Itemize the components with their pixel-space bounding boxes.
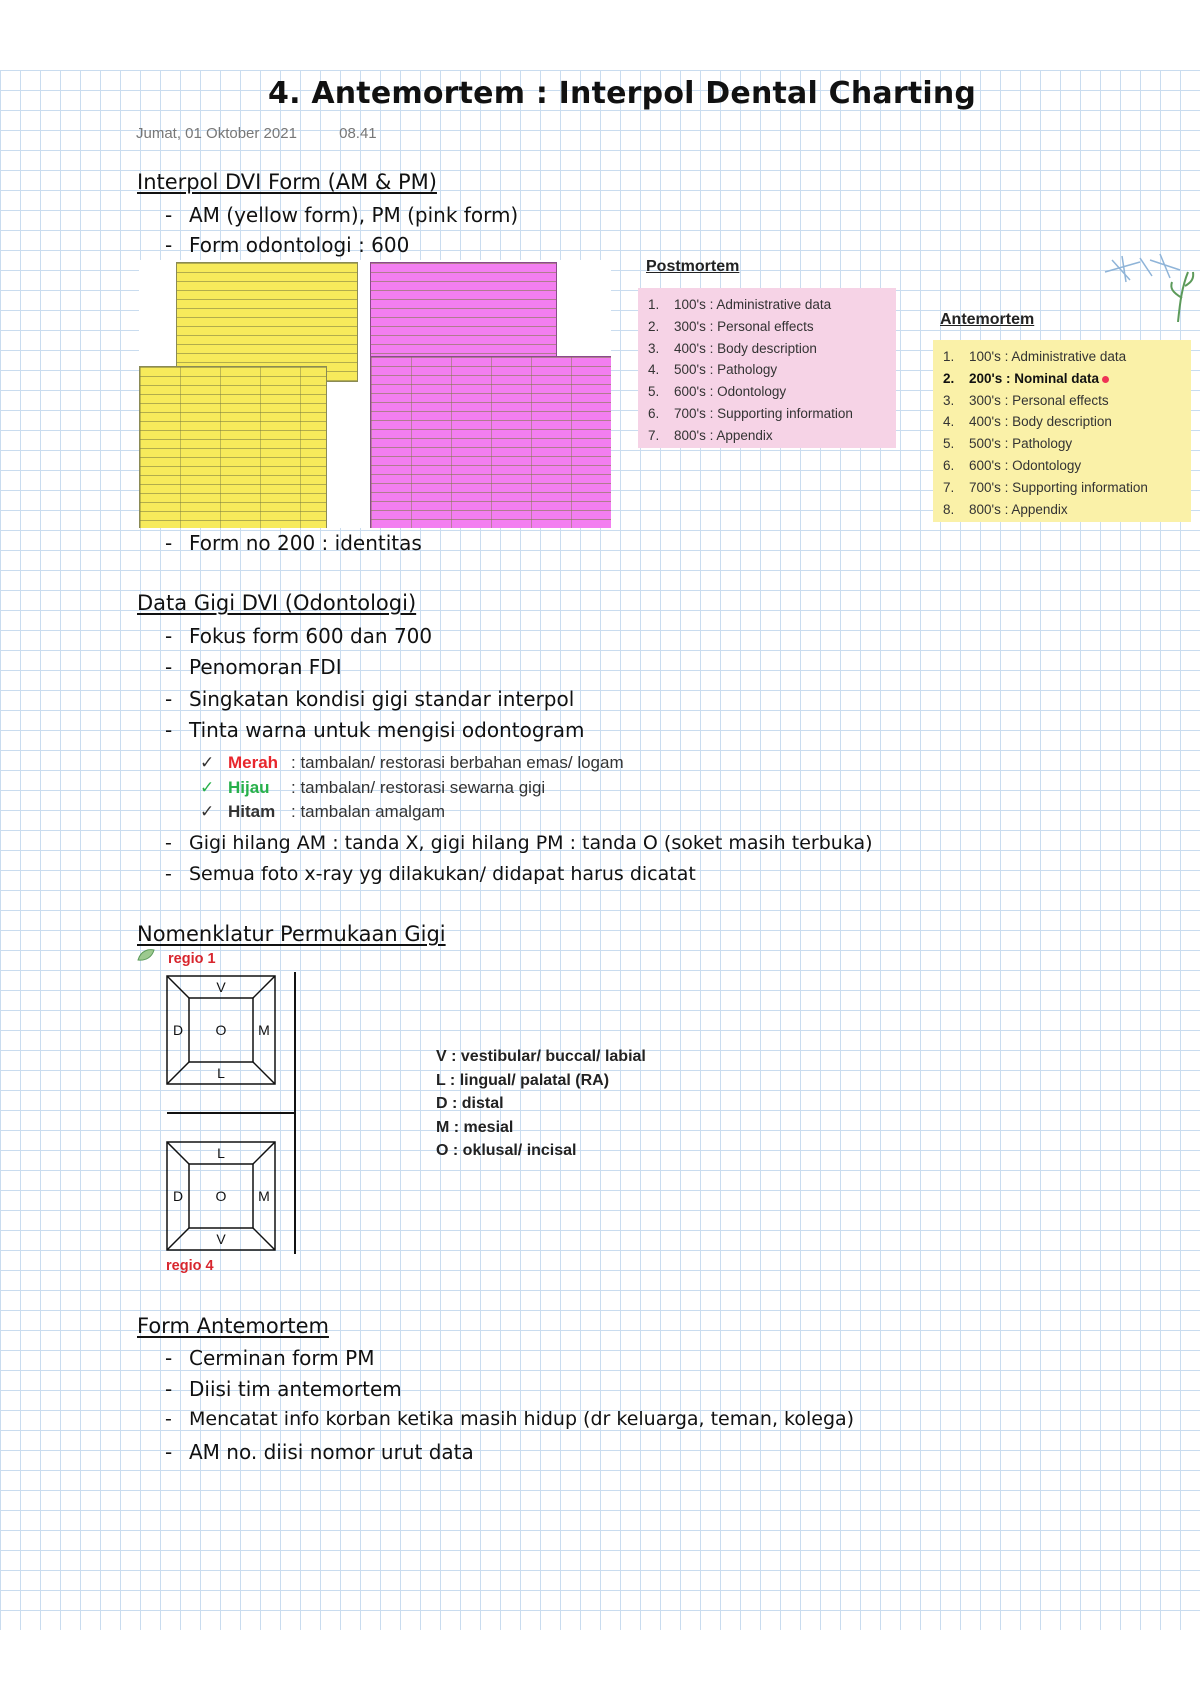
legend-item: D : distal <box>436 1095 504 1112</box>
list-item: 4. 500's : Pathology <box>648 362 778 378</box>
check-icon: ✓ <box>200 802 215 821</box>
surface-label-left: D <box>172 1188 184 1204</box>
bullet-text: Semua foto x-ray yg dilakukan/ didapat harus dicatat <box>189 863 696 885</box>
ink-item-black: ✓ Hitam : tambalan amalgam <box>200 800 624 825</box>
page-title: 4. Antemortem : Interpol Dental Charting <box>268 76 977 111</box>
bullet-item: - Form no 200 : identitas <box>165 531 422 555</box>
surface-label-bottom: V <box>216 1231 226 1247</box>
leaf-icon <box>137 948 155 962</box>
bullet-item: - Semua foto x-ray yg dilakukan/ didapat harus dicatat <box>165 863 696 885</box>
surface-legend <box>436 1045 646 1163</box>
bullet-item: - Fokus form 600 dan 700 <box>165 624 433 648</box>
section-heading-nomenklatur: Nomenklatur Permukaan Gigi <box>137 922 446 946</box>
surface-label-top: L <box>217 1145 225 1161</box>
bullet-text: Gigi hilang AM : tanda X, gigi hilang PM : tanda O (soket masih terbuka) <box>189 832 873 854</box>
bullet-text: AM (yellow form), PM (pink form) <box>189 203 519 227</box>
red-dot-marker <box>1102 376 1109 383</box>
list-item: 3. 400's : Body description <box>648 340 817 356</box>
bullet-text: Form odontologi : 600 <box>189 233 410 257</box>
yellow-form-page-back <box>176 262 358 382</box>
bullet-item: - AM (yellow form), PM (pink form) <box>165 203 519 227</box>
section-heading-data-gigi: Data Gigi DVI (Odontologi) <box>137 591 417 615</box>
surface-label-bottom: L <box>217 1065 225 1081</box>
tooth-surface-diagram <box>165 972 305 1262</box>
bullet-item: - Singkatan kondisi gigi standar interpol <box>165 687 575 711</box>
list-item: 4. 400's : Body description <box>943 414 1112 430</box>
bullet-item: - Gigi hilang AM : tanda X, gigi hilang PM : tanda O (soket masih terbuka) <box>165 832 873 854</box>
bullet-item: - Diisi tim antemortem <box>165 1377 402 1401</box>
list-item: 5. 600's : Odontology <box>648 384 787 400</box>
yellow-form-page-front <box>139 366 327 528</box>
list-item: 2. 300's : Personal effects <box>648 318 814 334</box>
bullet-text: AM no. diisi nomor urut data <box>189 1440 474 1464</box>
check-icon: ✓ <box>200 753 215 772</box>
list-item: 1. 100's : Administrative data <box>648 297 832 312</box>
bullet-text: Singkatan kondisi gigi standar interpol <box>189 687 575 711</box>
bullet-text: Fokus form 600 dan 700 <box>189 624 433 648</box>
timestamp <box>136 125 415 142</box>
time-text: 08.41 <box>339 125 377 142</box>
region-label-bottom: regio 4 <box>166 1258 214 1274</box>
ink-item-red: ✓ Merah : tambalan/ restorasi berbahan emas/ logam <box>200 751 624 776</box>
surface-label-center: O <box>215 1188 227 1204</box>
list-item: 6. 600's : Odontology <box>943 457 1082 473</box>
bullet-text: Tinta warna untuk mengisi odontogram <box>189 718 585 742</box>
bullet-item: - Mencatat info korban ketika masih hidup (dr keluarga, teman, kolega) <box>165 1408 855 1430</box>
list-item: 8. 800's : Appendix <box>943 501 1068 517</box>
bullet-item: - Penomoran FDI <box>165 655 342 679</box>
surface-label-right: M <box>258 1022 270 1038</box>
list-item: 1. 100's : Administrative data <box>943 349 1127 364</box>
bullet-text: Mencatat info korban ketika masih hidup (dr keluarga, teman, kolega) <box>189 1408 855 1430</box>
legend-item: V : vestibular/ buccal/ labial <box>436 1048 646 1065</box>
list-item-highlighted: 2. 200's : Nominal data <box>943 368 1191 390</box>
legend-item: M : mesial <box>436 1118 514 1136</box>
flower-sketch-icon <box>1100 252 1196 322</box>
surface-label-left: D <box>172 1022 184 1038</box>
legend-item: L : lingual/ palatal (RA) <box>436 1071 610 1089</box>
list-item: 7. 700's : Supporting information <box>943 479 1148 495</box>
list-item: 3. 300's : Personal effects <box>943 392 1109 408</box>
surface-label-center: O <box>215 1022 227 1038</box>
section-heading-interpol-dvi-form: Interpol DVI Form (AM & PM) <box>137 170 437 194</box>
bullet-item: - AM no. diisi nomor urut data <box>165 1440 474 1464</box>
check-icon: ✓ <box>200 777 215 797</box>
bullet-item: - Tinta warna untuk mengisi odontogram <box>165 718 585 742</box>
list-item: 7. 800's : Appendix <box>648 427 773 443</box>
surface-label-right: M <box>258 1188 270 1204</box>
ink-item-green: ✓ Hijau : tambalan/ restorasi sewarna gigi <box>200 776 624 801</box>
bullet-text: Penomoran FDI <box>189 655 342 679</box>
bullet-text: Diisi tim antemortem <box>189 1377 402 1401</box>
bullet-text: Cerminan form PM <box>189 1346 375 1370</box>
antemortem-list-box <box>933 340 1191 522</box>
pink-form-page-front <box>370 356 611 528</box>
legend-item: O : oklusal/ incisal <box>436 1142 577 1159</box>
bullet-item: - Cerminan form PM <box>165 1346 375 1370</box>
list-item: 5. 500's : Pathology <box>943 436 1073 452</box>
postmortem-heading: Postmortem <box>646 258 740 275</box>
date-text: Jumat, 01 Oktober 2021 <box>136 125 297 142</box>
section-heading-form-antemortem: Form Antemortem <box>137 1314 329 1338</box>
antemortem-heading: Antemortem <box>940 311 1035 328</box>
postmortem-list-box <box>638 288 896 448</box>
surface-label-top: V <box>216 979 226 995</box>
dvi-forms-image <box>139 260 611 528</box>
region-label-top: regio 1 <box>168 951 216 967</box>
list-item: 6. 700's : Supporting information <box>648 405 853 421</box>
bullet-text: Form no 200 : identitas <box>189 531 422 555</box>
ink-color-list <box>200 751 624 825</box>
bullet-item: - Form odontologi : 600 <box>165 233 410 257</box>
